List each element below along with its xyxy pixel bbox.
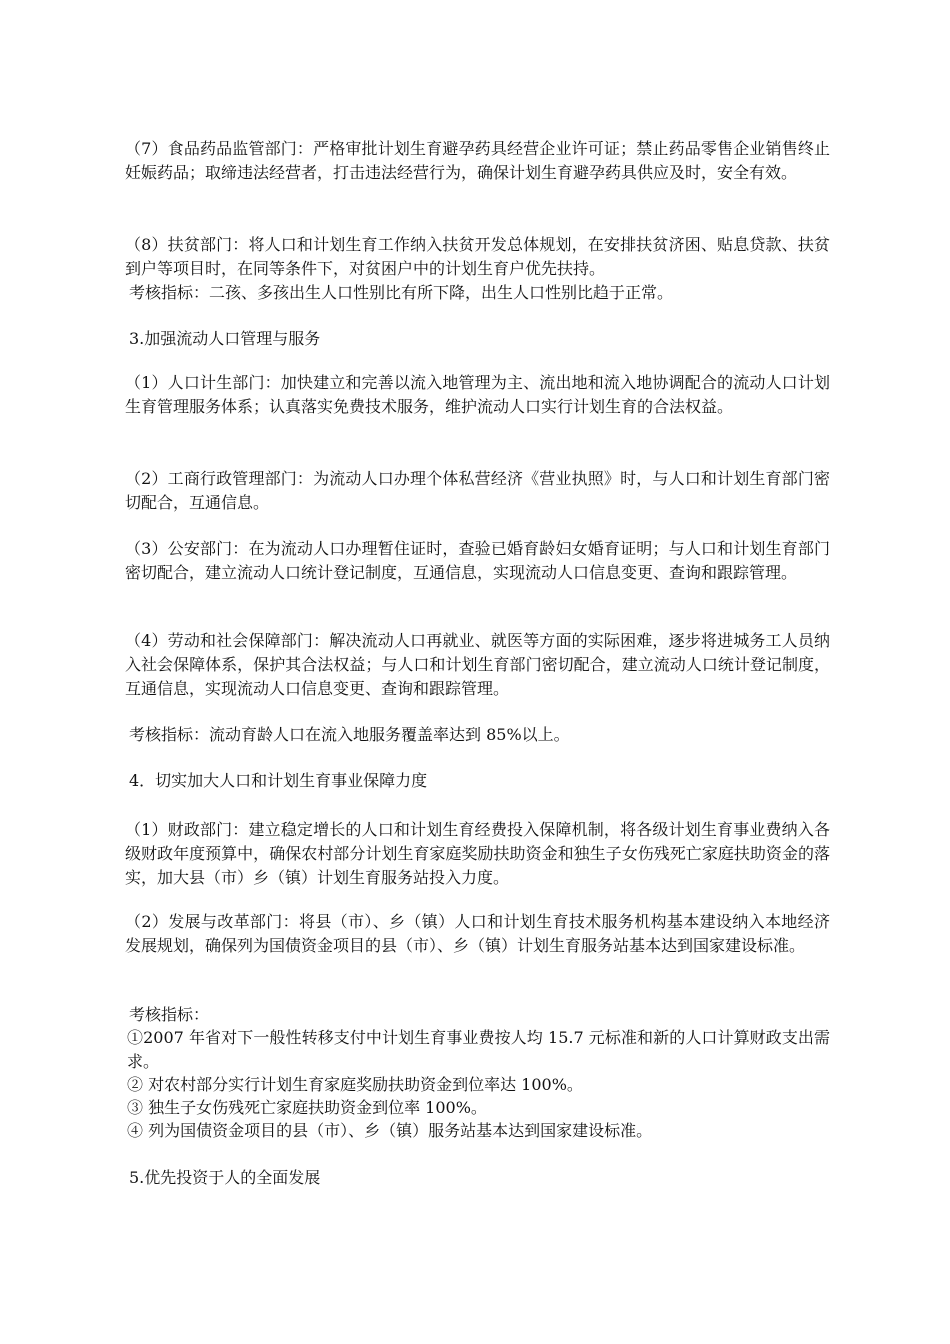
section-item-commerce: （2）工商行政管理部门：为流动人口办理个体私营经济《营业执照》时，与人口和计划生育部门密切配合，互通信息。 (125, 469, 830, 512)
section-item-food-drug: （7）食品药品监管部门：严格审批计划生育避孕药具经营企业许可证；禁止药品零售企业销售终止妊娠药品；取缔违法经营者，打击违法经营行为，确保计划生育避孕药具供应及时，安全有效。 (125, 139, 830, 182)
kpi-item-1: ①2007 年省对下一般性转移支付中计划生育事业费按人均 15.7 元标准和新的人口计算财政支出需求。 (127, 1028, 830, 1071)
kpi-item-4: ④ 列为国债资金项目的县（市）、乡（镇）服务站基本达到国家建设标准。 (127, 1121, 653, 1140)
section-heading-5: 5.优先投资于人的全面发展 (129, 1168, 321, 1187)
kpi-item-3: ③ 独生子女伤残死亡家庭扶助资金到位率 100%。 (127, 1098, 487, 1117)
kpi-heading: 考核指标： (129, 1005, 210, 1024)
section-item-development: （2）发展与改革部门：将县（市）、乡（镇）人口和计划生育技术服务机构基本建设纳入本地经济发展规划，确保列为国债资金项目的县（市）、乡（镇）计划生育服务站基本达到国家建设标准。 (125, 912, 830, 955)
section-item-police: （3）公安部门：在为流动人口办理暂住证时，查验已婚育龄妇女婚育证明；与人口和计划生育部门密切配合，建立流动人口统计登记制度，互通信息，实现流动人口信息变更、查询和跟踪管理。 (125, 539, 830, 582)
section-heading-3: 3.加强流动人口管理与服务 (129, 329, 321, 348)
kpi-migrant-coverage: 考核指标：流动育龄人口在流入地服务覆盖率达到 85%以上。 (129, 725, 570, 744)
kpi-item-2: ② 对农村部分实行计划生育家庭奖励扶助资金到位率达 100%。 (127, 1075, 583, 1094)
section-heading-4: 4．切实加大人口和计划生育事业保障力度 (129, 771, 428, 790)
kpi-gender-ratio: 考核指标：二孩、多孩出生人口性别比有所下降，出生人口性别比趋于正常。 (129, 283, 674, 302)
section-item-finance: （1）财政部门：建立稳定增长的人口和计划生育经费投入保障机制，将各级计划生育事业费纳入各级财政年度预算中，确保农村部分计划生育家庭奖励扶助资金和独生子女伤残死亡家庭扶助资金的落实，加大县（市）乡（镇）计划生育服务站投入力度。 (125, 820, 830, 887)
section-item-labor: （4）劳动和社会保障部门：解决流动人口再就业、就医等方面的实际困难，逐步将进城务工人员纳入社会保障体系，保护其合法权益；与人口和计划生育部门密切配合，建立流动人口统计登记制度，互通信息，实现流动人口信息变更、查询和跟踪管理。 (125, 631, 830, 698)
section-item-population: （1）人口计生部门：加快建立和完善以流入地管理为主、流出地和流入地协调配合的流动人口计划生育管理服务体系；认真落实免费技术服务，维护流动人口实行计划生育的合法权益。 (125, 373, 830, 416)
section-item-poverty: （8）扶贫部门：将人口和计划生育工作纳入扶贫开发总体规划，在安排扶贫济困、贴息贷款、扶贫到户等项目时，在同等条件下，对贫困户中的计划生育户优先扶持。 (125, 235, 830, 278)
